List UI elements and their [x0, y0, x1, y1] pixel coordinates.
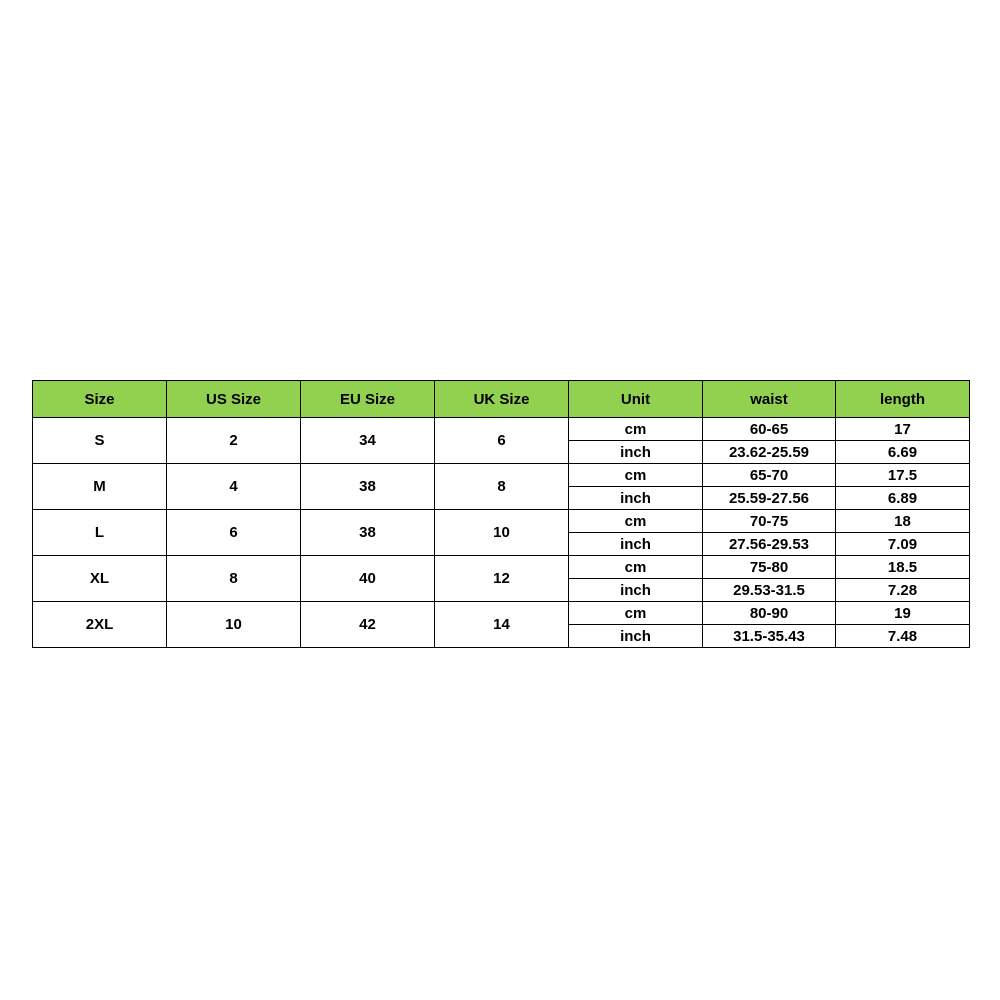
table-row: [33, 464, 970, 487]
length-cell: 17.5: [836, 464, 970, 487]
length-cell: 18.5: [836, 556, 970, 579]
us-size-cell: 8: [167, 556, 301, 602]
size-cell: 2XL: [33, 602, 167, 648]
table-row: [33, 556, 970, 579]
unit-cell: inch: [569, 625, 703, 648]
unit-cell: cm: [569, 464, 703, 487]
unit-cell: cm: [569, 602, 703, 625]
header-length: length: [836, 381, 970, 418]
unit-cell: inch: [569, 441, 703, 464]
table-header: [33, 381, 970, 418]
size-chart-table: [32, 380, 970, 648]
waist-cell: 60-65: [703, 418, 836, 441]
header-uk-size: UK Size: [435, 381, 569, 418]
size-cell: XL: [33, 556, 167, 602]
size-cell: S: [33, 418, 167, 464]
header-us-size: US Size: [167, 381, 301, 418]
length-cell: 6.69: [836, 441, 970, 464]
unit-cell: inch: [569, 533, 703, 556]
waist-cell: 75-80: [703, 556, 836, 579]
table-body: [33, 418, 970, 648]
size-cell: L: [33, 510, 167, 556]
uk-size-cell: 14: [435, 602, 569, 648]
length-cell: 7.09: [836, 533, 970, 556]
eu-size-cell: 40: [301, 556, 435, 602]
uk-size-cell: 12: [435, 556, 569, 602]
table-row: [33, 418, 970, 441]
header-size: Size: [33, 381, 167, 418]
uk-size-cell: 10: [435, 510, 569, 556]
uk-size-cell: 8: [435, 464, 569, 510]
header-eu-size: EU Size: [301, 381, 435, 418]
length-cell: 19: [836, 602, 970, 625]
uk-size-cell: 6: [435, 418, 569, 464]
length-cell: 6.89: [836, 487, 970, 510]
waist-cell: 65-70: [703, 464, 836, 487]
us-size-cell: 6: [167, 510, 301, 556]
eu-size-cell: 38: [301, 510, 435, 556]
header-unit: Unit: [569, 381, 703, 418]
unit-cell: cm: [569, 418, 703, 441]
waist-cell: 27.56-29.53: [703, 533, 836, 556]
waist-cell: 31.5-35.43: [703, 625, 836, 648]
eu-size-cell: 42: [301, 602, 435, 648]
unit-cell: cm: [569, 510, 703, 533]
waist-cell: 23.62-25.59: [703, 441, 836, 464]
header-waist: waist: [703, 381, 836, 418]
table-row: [33, 602, 970, 625]
length-cell: 17: [836, 418, 970, 441]
length-cell: 7.28: [836, 579, 970, 602]
us-size-cell: 4: [167, 464, 301, 510]
length-cell: 18: [836, 510, 970, 533]
size-cell: M: [33, 464, 167, 510]
eu-size-cell: 34: [301, 418, 435, 464]
header-row: [33, 381, 970, 418]
table-row: [33, 510, 970, 533]
unit-cell: cm: [569, 556, 703, 579]
us-size-cell: 2: [167, 418, 301, 464]
us-size-cell: 10: [167, 602, 301, 648]
waist-cell: 80-90: [703, 602, 836, 625]
length-cell: 7.48: [836, 625, 970, 648]
waist-cell: 70-75: [703, 510, 836, 533]
unit-cell: inch: [569, 579, 703, 602]
waist-cell: 29.53-31.5: [703, 579, 836, 602]
waist-cell: 25.59-27.56: [703, 487, 836, 510]
unit-cell: inch: [569, 487, 703, 510]
eu-size-cell: 38: [301, 464, 435, 510]
